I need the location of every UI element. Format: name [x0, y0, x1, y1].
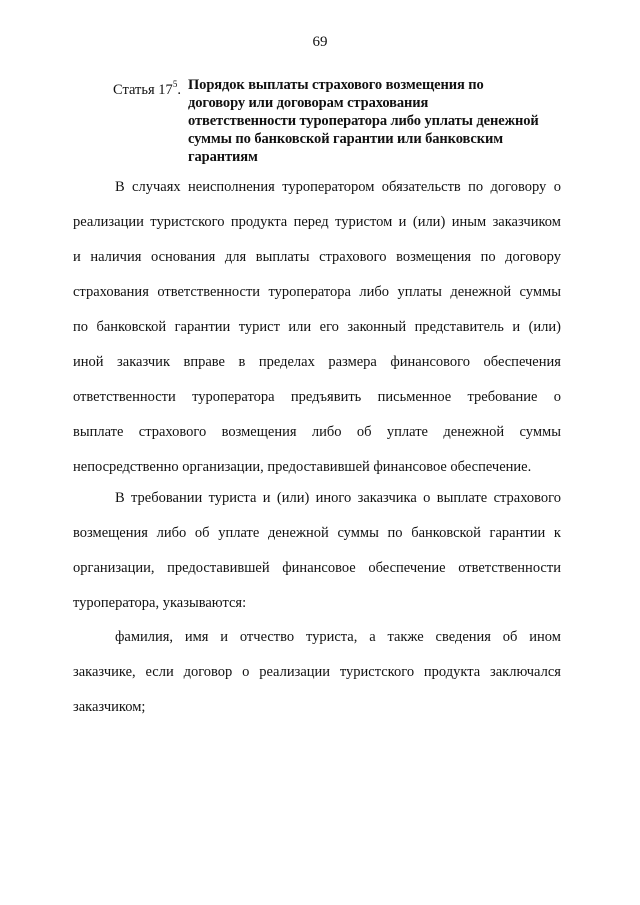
paragraph-line	[73, 415, 561, 450]
paragraph-line	[73, 170, 561, 205]
word: продукта	[230, 214, 288, 230]
word: туроператора	[192, 389, 275, 405]
article-title-line: гарантиям	[188, 149, 258, 165]
word: либо	[156, 525, 187, 541]
justified-row	[73, 516, 561, 551]
word: В	[115, 490, 125, 506]
word: заказчик	[117, 354, 170, 370]
word: в	[238, 354, 246, 370]
paragraph-line	[73, 345, 561, 380]
word: суммы	[337, 525, 379, 541]
word: договор	[183, 664, 233, 680]
word: по	[387, 525, 403, 541]
word: о	[553, 179, 561, 195]
word: обеспечение	[368, 560, 446, 576]
paragraph-line	[73, 655, 561, 690]
word: суммы	[519, 424, 561, 440]
word: финансового	[390, 354, 471, 370]
word: предъявить	[290, 389, 362, 405]
word: банковской	[96, 319, 167, 335]
word: требование	[467, 389, 538, 405]
word: денежной	[267, 525, 329, 541]
word: продукта	[423, 664, 481, 680]
paragraph-1	[73, 170, 561, 485]
word: вправе	[183, 354, 225, 370]
justified-row	[73, 551, 561, 586]
word: (или)	[412, 214, 446, 230]
justified-row	[115, 481, 561, 516]
word: неисполнения	[188, 179, 275, 195]
word: уплате	[218, 525, 260, 541]
article-label-text: Статья 17	[113, 81, 173, 98]
word: или	[288, 319, 312, 335]
article-title	[188, 76, 573, 166]
paragraph-3	[73, 620, 561, 725]
word: по	[468, 179, 484, 195]
word: денежной	[443, 424, 505, 440]
justified-row	[115, 620, 561, 655]
word: также	[387, 629, 424, 645]
paragraph-line	[73, 380, 561, 415]
word: по	[480, 249, 496, 265]
article-title-line: договору или договорам страхования	[188, 95, 429, 111]
word: туристом	[335, 214, 393, 230]
paragraph-line	[73, 310, 561, 345]
word: к	[553, 525, 561, 541]
word: и	[398, 214, 407, 230]
paragraph-line	[73, 516, 561, 551]
word: ответственности	[157, 284, 261, 300]
paragraph-2	[73, 481, 561, 621]
word: по	[73, 319, 89, 335]
justified-row	[73, 380, 561, 415]
word: турист	[238, 319, 280, 335]
word: предоставившей	[167, 560, 270, 576]
word: основания	[150, 249, 216, 265]
word: сведения	[435, 629, 491, 645]
word: гарантии	[489, 525, 546, 541]
word: о	[423, 490, 431, 506]
word: иной	[73, 354, 104, 370]
paragraph-line	[73, 551, 561, 586]
word: либо	[311, 424, 342, 440]
word: случаях	[132, 179, 181, 195]
word: В	[115, 179, 125, 195]
word: выплаты	[255, 249, 310, 265]
paragraph-line: туроператора, указываются:	[73, 595, 247, 611]
justified-row	[73, 310, 561, 345]
word: и	[220, 629, 229, 645]
word: либо	[359, 284, 390, 300]
word: страхового	[319, 249, 387, 265]
word: туриста	[208, 490, 257, 506]
word: ответственности	[458, 560, 561, 576]
justified-row	[73, 240, 561, 275]
word: ответственности	[73, 389, 176, 405]
word: если	[145, 664, 174, 680]
word: требовании	[131, 490, 203, 506]
article-heading	[113, 76, 573, 166]
word: фамилия,	[115, 629, 174, 645]
word: гарантии	[174, 319, 231, 335]
word: организации,	[73, 560, 155, 576]
word: перед	[293, 214, 329, 230]
word: реализации	[73, 214, 144, 230]
word: договору	[490, 179, 547, 195]
word: а	[369, 629, 376, 645]
article-title-line: Порядок выплаты страхового возмещения по	[188, 77, 484, 93]
word: страхового	[138, 424, 207, 440]
article-label	[113, 76, 181, 99]
word: иного	[315, 490, 352, 506]
justified-row	[73, 275, 561, 310]
word: реализации	[259, 664, 331, 680]
word: заказчиком	[492, 214, 561, 230]
word: иным	[451, 214, 487, 230]
word: банковской	[411, 525, 481, 541]
paragraph-line	[73, 481, 561, 516]
word: выплате	[73, 424, 124, 440]
word: туроператором	[282, 179, 375, 195]
word: представитель	[414, 319, 504, 335]
paragraph-line	[73, 620, 561, 655]
article-title-line: суммы по банковской гарантии или банковским	[188, 131, 504, 147]
word: о	[553, 389, 561, 405]
word: ином	[529, 629, 561, 645]
word: законный	[347, 319, 407, 335]
word: уплате	[386, 424, 428, 440]
word: финансовое	[282, 560, 356, 576]
article-label-superscript: 5	[172, 79, 178, 89]
word: обязательств	[381, 179, 461, 195]
word: размера	[328, 354, 377, 370]
paragraph-line	[73, 275, 561, 310]
word: пределах	[258, 354, 315, 370]
word: обеспечения	[483, 354, 561, 370]
paragraph-line	[73, 240, 561, 275]
word: об	[502, 629, 518, 645]
word: возмещения	[73, 525, 148, 541]
word: и	[262, 490, 271, 506]
page-number: 69	[312, 34, 328, 50]
word: возмещения	[221, 424, 297, 440]
word: суммы	[519, 284, 561, 300]
word: возмещения	[396, 249, 471, 265]
word: об	[194, 525, 210, 541]
word: договору	[505, 249, 561, 265]
justified-row	[73, 345, 561, 380]
article-title-line: ответственности туроператора либо уплаты денежной	[188, 113, 539, 129]
word: туристского	[339, 664, 415, 680]
word: уплаты	[397, 284, 442, 300]
word: заказчика	[357, 490, 417, 506]
word: денежной	[450, 284, 512, 300]
paragraph-line: заказчиком;	[73, 699, 146, 715]
word: и	[512, 319, 521, 335]
word: страхового	[493, 490, 561, 506]
word: об	[356, 424, 372, 440]
word: и	[73, 249, 81, 265]
paragraph-line: непосредственно организации, предоставившей финансовое обеспечение.	[73, 459, 532, 475]
word: страхования	[73, 284, 149, 300]
word: заказчике,	[73, 664, 136, 680]
word: отчество	[239, 629, 295, 645]
word: его	[319, 319, 339, 335]
word: о	[242, 664, 250, 680]
justified-row	[73, 655, 561, 690]
justified-row	[73, 205, 561, 240]
word: наличия	[90, 249, 142, 265]
justified-row	[115, 170, 561, 205]
paragraph-line	[73, 205, 561, 240]
word: туроператора	[268, 284, 351, 300]
word: для	[224, 249, 247, 265]
word: имя	[184, 629, 209, 645]
word: (или)	[528, 319, 561, 335]
article-label-suffix: .	[177, 81, 181, 98]
word: выплате	[436, 490, 488, 506]
word: (или)	[276, 490, 310, 506]
word: письменное	[377, 389, 452, 405]
justified-row	[73, 415, 561, 450]
word: туристского	[150, 214, 225, 230]
word: туриста,	[305, 629, 358, 645]
word: заключался	[490, 664, 561, 680]
